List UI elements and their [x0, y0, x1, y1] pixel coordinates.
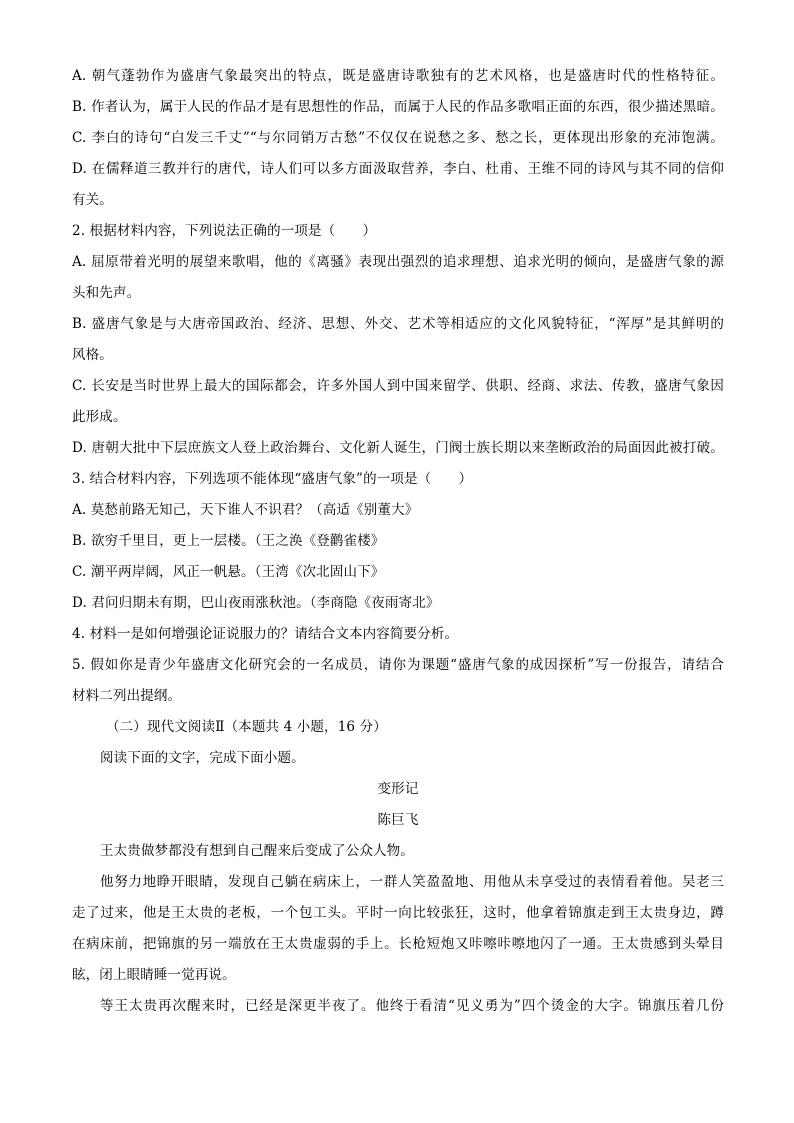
- q2-option-a-line2: 头和先声。: [72, 285, 141, 301]
- document-page: [72, 61, 724, 1022]
- q2-stem: 2. 根据材料内容，下列说法正确的一项是（ ）: [72, 223, 377, 239]
- q1-option-d-line2: 有关。: [72, 192, 113, 208]
- section-instruction: 阅读下面的文字，完成下面小题。: [100, 750, 305, 766]
- story-paragraph-2-line4: 眩，闭上眼睛睡一觉再说。: [72, 967, 236, 983]
- q3-stem: 3. 结合材料内容，下列选项不能体现“盛唐气象”的一项是（ ）: [72, 471, 473, 487]
- q3-option-b: B. 欲穷千里目，更上一层楼。（王之涣《登鹳雀楼》: [72, 533, 385, 549]
- q1-option-c: C. 李白的诗句“白发三千丈”“与尔同销万古愁”不仅仅在说愁之多、愁之长，更体现出形象的充沛饱满。: [72, 130, 724, 146]
- story-paragraph-1: 王太贵做梦都没有想到自己醒来后变成了公众人物。: [100, 843, 414, 859]
- q3-option-a: A. 莫愁前路无知己，天下谁人不识君？（高适《别董大》: [72, 502, 419, 518]
- q2-option-c-line1: C. 长安是当时世界上最大的国际都会，许多外国人到中国来留学、供职、经商、求法、传教，盛唐气象因: [72, 378, 724, 394]
- q1-option-b: B. 作者认为，属于人民的作品才是有思想性的作品，而属于人民的作品多歌唱正面的东西，很少描述黑暗。: [72, 99, 724, 115]
- q3-option-d: D. 君问归期未有期，巴山夜雨涨秋池。（李商隐《夜雨寄北》: [72, 595, 440, 611]
- q2-option-b-line2: 风格。: [72, 347, 113, 363]
- q4-stem: 4. 材料一是如何增强论证说服力的？请结合文本内容简要分析。: [72, 626, 459, 642]
- story-paragraph-2-line3: 在病床前，把锦旗的另一端放在王太贵虚弱的手上。长枪短炮又咔嚓咔嚓地闪了一通。王太贵感到头晕目: [72, 936, 724, 952]
- story-author: 陈巨飞: [377, 812, 419, 828]
- story-paragraph-2-line2: 走了过来，他是王太贵的老板，一个包工头。平时一向比较张狂，这时，他拿着锦旗走到王太贵身边，蹲: [72, 905, 724, 921]
- q2-option-c-line2: 此形成。: [72, 409, 127, 425]
- q5-stem-line1: 5. 假如你是青少年盛唐文化研究会的一名成员，请你为课题“盛唐气象的成因探析”写一份报告，请结合: [72, 657, 724, 673]
- story-paragraph-3-line1: 等王太贵再次醒来时，已经是深更半夜了。他终于看清“见义勇为”四个烫金的大字。锦旗压着几份: [100, 998, 724, 1014]
- q2-option-a-line1: A. 屈原带着光明的展望来歌唱，他的《离骚》表现出强烈的追求理想、追求光明的倾向，是盛唐气象的源: [72, 254, 724, 270]
- story-title: 变形记: [377, 781, 419, 797]
- q2-option-b-line1: B. 盛唐气象是与大唐帝国政治、经济、思想、外交、艺术等相适应的文化风貌特征，“浑厚”是其鲜明的: [72, 316, 724, 332]
- q1-option-a: A. 朝气蓬勃作为盛唐气象最突出的特点，既是盛唐诗歌独有的艺术风格，也是盛唐时代的性格特征。: [72, 68, 724, 84]
- section-heading: （二）现代文阅读Ⅱ（本题共 4 小题，16 分）: [106, 719, 387, 735]
- q5-stem-line2: 材料二列出提纲。: [72, 688, 182, 704]
- q1-option-d-line1: D. 在儒释道三教并行的唐代，诗人们可以多方面汲取营养，李白、杜甫、王维不同的诗风与其不同的信仰: [72, 161, 724, 177]
- q3-option-c: C. 潮平两岸阔，风正一帆悬。（王湾《次北固山下》: [72, 564, 385, 580]
- q2-option-d: D. 唐朝大批中下层庶族文人登上政治舞台、文化新人诞生，门阀士族长期以来垄断政治的局面因此被打破。: [72, 440, 724, 456]
- story-paragraph-2-line1: 他努力地睁开眼睛，发现自己躺在病床上，一群人笑盈盈地、用他从未享受过的表情看着他。吴老三: [100, 874, 724, 890]
